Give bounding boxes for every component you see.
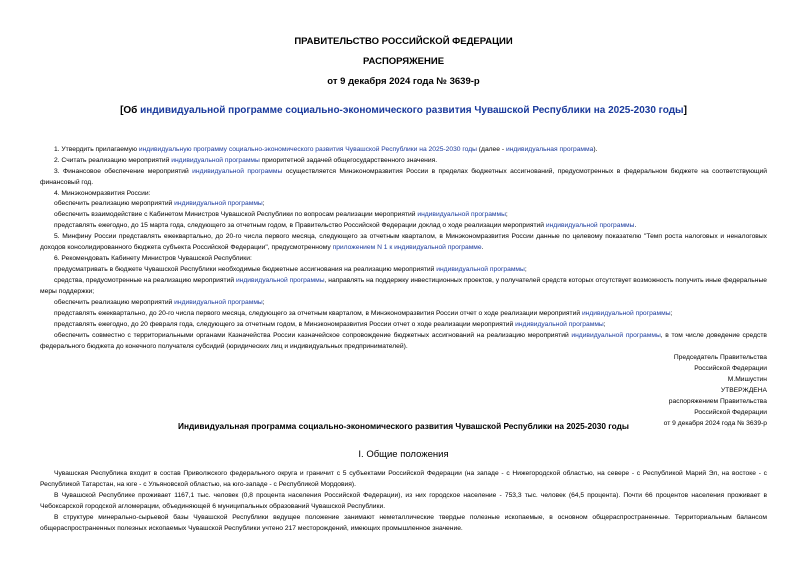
program-title-link[interactable]: индивидуальной программе социально-экономического развития Чувашской Республики на 2025-2030 годы xyxy=(140,105,684,116)
item-3: 3. Финансовое обеспечение мероприятий индивидуальной программы осуществляется Минэкономразвития России в пределах бюджетных ассигнований, предусмотренных в федеральном бюджете на соответствующий финансовый год. xyxy=(40,168,768,186)
program-link[interactable]: индивидуальной программы xyxy=(436,266,525,273)
program-title: Индивидуальная программа социально-экономического развития Чувашской Республики на 2025-2030 годы xyxy=(178,421,629,431)
section-paragraph: В Чувашской Республике проживает 1167,1 тыс. человек (0,8 процента населения Российской Федерации), из них городское население - 753,3 тыс. человек (64,5 процента). Почти 66 процентов населения проживает в Чебоксарской городской агломерации, объединяющей 6 муниципальных образований Чувашской Республики. xyxy=(40,492,767,510)
item-1: 1. Утвердить прилагаемую индивидуальную программу социально-экономического развития Чувашской Республики на 2025-2030 годы (далее - индивидуальная программа). xyxy=(54,146,598,153)
section-heading: I. Общие положения xyxy=(358,449,449,460)
signature-name: М.Мишустин xyxy=(727,376,767,383)
item-6: 6. Рекомендовать Кабинету Министров Чувашской Республики: xyxy=(54,255,252,262)
program-link[interactable]: индивидуальную программу социально-экономического развития Чувашской Республики на 2025-2030 годы xyxy=(138,146,477,153)
program-link[interactable]: индивидуальной программы xyxy=(515,321,604,328)
item-6a: предусматривать в бюджете Чувашской Республики необходимые бюджетные ассигнования на реализацию мероприятий индивидуальной программы; xyxy=(54,266,527,273)
program-link[interactable]: индивидуальной программы xyxy=(174,200,263,207)
document-title: [Об индивидуальной программе социально-экономического развития Чувашской Республики на 2025-2030 годы] xyxy=(120,105,687,116)
item-4b: обеспечить взаимодействие с Кабинетом Министров Чувашской Республики по вопросам реализации мероприятий индивидуальной программы; xyxy=(54,211,508,218)
program-link[interactable]: индивидуальной программы xyxy=(171,157,260,164)
program-link[interactable]: индивидуальной программы xyxy=(581,310,671,317)
document-type: РАСПОРЯЖЕНИЕ xyxy=(362,56,445,67)
appendix-link[interactable]: приложением N 1 к индивидуальной программе xyxy=(332,244,482,251)
program-link[interactable]: индивидуальной программы xyxy=(192,168,283,175)
item-4a: обеспечить реализацию мероприятий индивидуальной программы; xyxy=(54,200,265,207)
item-4: 4. Минэкономразвития России: xyxy=(54,190,151,197)
approved-by: распоряжением Правительства xyxy=(668,398,767,405)
item-6d: представлять ежеквартально, до 20-го числа первого месяца, следующего за отчетным кварталом, в Минэкономразвития России отчет о ходе реализации мероприятий индивидуальной программы; xyxy=(54,310,673,317)
approved-label: УТВЕРЖДЕНА xyxy=(720,387,767,394)
item-4c: представлять ежегодно, до 15 марта года, следующего за отчетным годом, в Правительство Российской Федерации доклад о ходе реализации мероприятий индивидуальной программы. xyxy=(54,222,637,229)
item-5: 5. Минфину России представлять ежеквартально, до 20-го числа первого месяца, следующего за отчетным кварталом, в Минэкономразвития России данные по целевому показателю "Темп роста налоговых и неналоговых доходов консолидированного бюджета субъекта Российской Федерации", предусмотренному приложением N 1 к индивидуальной программе. xyxy=(40,233,767,251)
program-link[interactable]: индивидуальной программы xyxy=(235,277,325,284)
program-link[interactable]: индивидуальной программы xyxy=(174,299,263,306)
program-link[interactable]: индивидуальной программы xyxy=(545,222,635,229)
program-link[interactable]: индивидуальной программы xyxy=(417,211,506,218)
item-6b: средства, предусмотренные на реализацию мероприятий индивидуальной программы, направлять на поддержку инвестиционных проектов, у получателей средств которых отсутствует возможность получить иные федеральные меры поддержки; xyxy=(40,277,767,295)
item-2: 2. Считать реализацию мероприятий индивидуальной программы приоритетной задачей общегосударственного значения. xyxy=(54,157,438,164)
approved-by: Российской Федерации xyxy=(694,409,767,416)
program-link[interactable]: индивидуальная программа xyxy=(505,146,594,153)
item-6f: обеспечить совместно с территориальными органами Казначейства России казначейское сопровождение бюджетных ассигнований на реализацию мероприятий индивидуальной программы, в том числе доведение средств федерального бюджета до конечного получателя субсидий (юридических лиц и индивидуальных предпринимателей). xyxy=(40,332,767,350)
section-paragraph: В структуре минерально-сырьевой базы Чувашской Республики ведущее положение занимают неметаллические твердые полезные ископаемые, в основном общераспространенные. Территориальным балансом общераспространенных полезных ископаемых Чувашской Республики учтено 217 месторождений, имеющих промышленное значение. xyxy=(40,514,767,532)
item-6e: представлять ежегодно, до 20 февраля года, следующего за отчетным годом, в Минэкономразвития России отчет о ходе реализации мероприятий индивидуальной программы; xyxy=(54,321,606,328)
government-heading: ПРАВИТЕЛЬСТВО РОССИЙСКОЙ ФЕДЕРАЦИИ xyxy=(294,36,513,47)
signature-position: Председатель Правительства xyxy=(673,354,767,361)
approved-date: от 9 декабря 2024 года № 3639-р xyxy=(663,420,767,427)
item-6c: обеспечить реализацию мероприятий индивидуальной программы; xyxy=(54,299,265,306)
section-paragraph: Чувашская Республика входит в состав Приволжского федерального округа и граничит с 5 субъектами Российской Федерации (на западе - с Нижегородской областью, на севере - с Республикой Марий Эл, на востоке - с Республикой Татарстан, на юге - с Ульяновской областью, на юго-западе - с Республикой Мордовия). xyxy=(40,470,767,488)
document-date-number: от 9 декабря 2024 года № 3639-р xyxy=(327,76,480,87)
signature-position: Российской Федерации xyxy=(694,365,767,372)
program-link[interactable]: индивидуальной программы xyxy=(571,332,661,339)
